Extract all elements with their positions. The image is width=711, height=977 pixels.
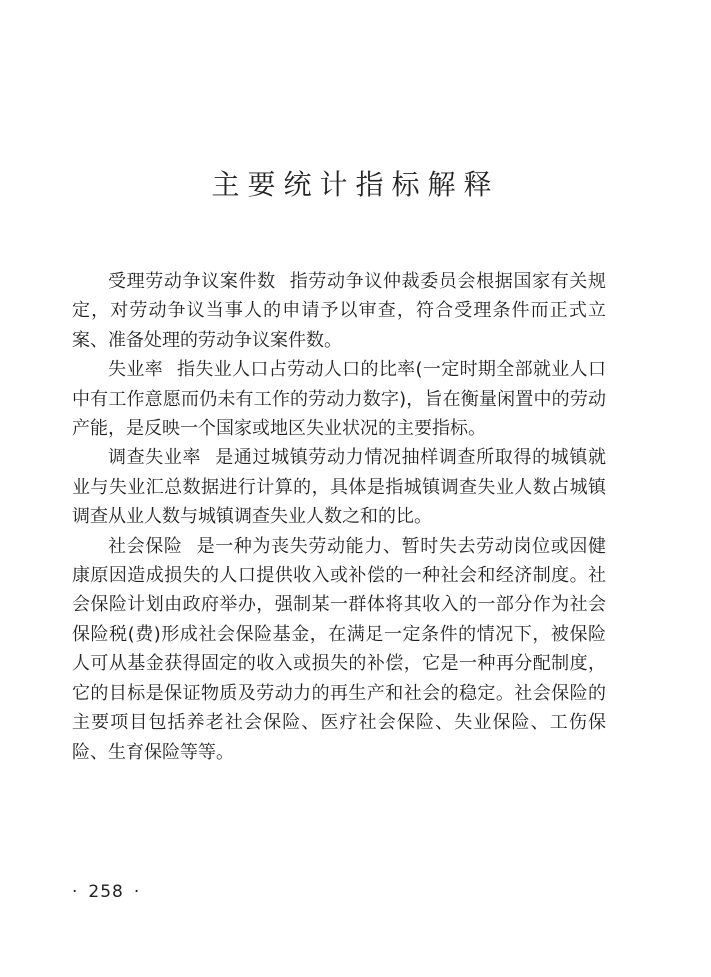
page-footer bbox=[72, 880, 150, 904]
term-label: 调查失业率 bbox=[108, 447, 202, 469]
definition-entry-unemployment-rate bbox=[72, 355, 606, 443]
term-label: 失业率 bbox=[108, 359, 164, 381]
definition-entry-social-insurance bbox=[72, 532, 606, 767]
definition-entry-surveyed-unemployment-rate bbox=[72, 443, 606, 531]
footer-dot-right: · bbox=[133, 882, 141, 902]
term-label: 受理劳动争议案件数 bbox=[108, 271, 276, 292]
definitions-list bbox=[72, 267, 606, 767]
term-definition: 指劳动争议仲裁委员会根据国家有关规定，对劳动争议当事人的申请予以审查，符合受理条件而正式立案、准备处理的劳动争议案件数。 bbox=[72, 271, 607, 351]
footer-dot-left: · bbox=[72, 882, 79, 902]
term-definition: 是通过城镇劳动力情况抽样调查所取得的城镇就业与失业汇总数据进行计算的，具体是指城镇调查失业人数占城镇调查从业人数与城镇调查失业人数之和的比。 bbox=[72, 447, 607, 528]
term-definition: 指失业人口占劳动人口的比率(一定时期全部就业人口中有工作意愿而仍未有工作的劳动力数字)，旨在衡量闲置中的劳动产能，是反映一个国家或地区失业状况的主要指标。 bbox=[72, 359, 607, 440]
term-label: 社会保险 bbox=[108, 535, 183, 557]
term-definition: 是一种为丧失劳动能力、暂时失去劳动岗位或因健康原因造成损失的人口提供收入或补偿的一种社会和经济制度。社会保险计划由政府举办，强制某一群体将其收入的一部分作为社会保险税(费)形成社会保险基金，在满足一定条件的情况下，被保险人可从基金获得固定的收入或损失的补偿，它是一种再分配制度，它的目标是保证物质及劳动力的再生产和社会的稳定。社会保险的主要项目包括养老社会保险、医疗社会保险、失业保险、工伤保险、生育保险等等。 bbox=[72, 535, 607, 763]
page-title: 主要统计指标解释 bbox=[211, 167, 500, 201]
page-number: 258 bbox=[88, 882, 124, 902]
definition-entry-labor-dispute-cases bbox=[72, 267, 606, 355]
